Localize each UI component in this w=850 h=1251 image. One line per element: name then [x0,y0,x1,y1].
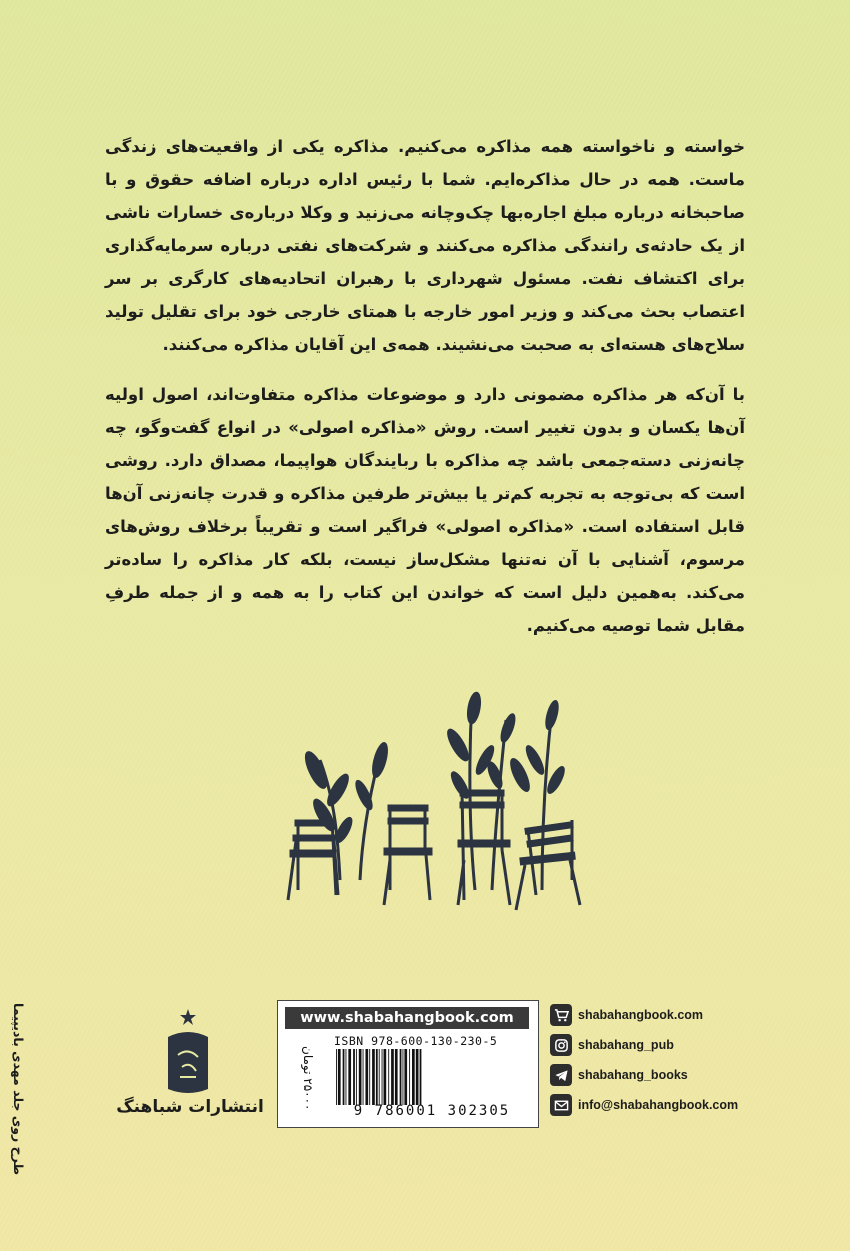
cover-design-credit: طرح روی جلد مهدی بادیپیما [11,1002,26,1175]
website-url[interactable]: www.shabahangbook.com [285,1007,529,1029]
barcode-digits: 9 786001 302305 [353,1103,511,1119]
mail-icon [550,1094,572,1116]
social-row-telegram[interactable] [550,1060,770,1090]
shopping-cart-icon [550,1004,572,1026]
publisher-name: انتشارات شباهنگ [116,1097,264,1117]
publisher-logo-icon [162,1007,214,1097]
isbn-label: ISBN 978-600-130-230-5 [334,1034,498,1048]
telegram-icon [550,1064,572,1086]
barcode-block [277,1000,539,1128]
social-links [550,1000,770,1120]
social-text-website: shabahangbook.com [578,1008,704,1022]
description-paragraph-2: با آن‌که هر مذاکره مضمونی دارد و موضوعات مذاکره متفاوت‌اند، اصول اولیه آن‌ها یکسان و بدون تغییر است. روش «مذاکره اصولی» در انواع گفت‌وگو، چه چانه‌زنی دسته‌جمعی باشد چه مذاکره با ربایندگان هواپیما، مصداق دارد. روشی است که بی‌توجه به تجربه کم‌تر یا بیش‌تر طرفین مذاکره و قدرت چانه‌زنی آن‌ها قابل استفاده است. «مذاکره اصولی» فراگیر است و تقریباً برخلاف روش‌های مرسوم، آشنایی با آن نه‌تنها مشکل‌ساز نیست، بلکه کار مذاکره را ساده‌تر می‌کند. به‌همین دلیل است که خواندن این کتاب را به همه و از جمله طرفِ مقابل شما توصیه می‌کنیم. [105,385,745,635]
price-label: ۲۵۰۰۰ تومان [301,1045,315,1111]
social-text-instagram: shabahang_pub [578,1038,674,1052]
chairs-and-plants-illustration [280,690,590,920]
social-row-instagram[interactable] [550,1030,770,1060]
social-text-telegram: shabahang_books [578,1068,688,1082]
social-row-email[interactable] [550,1090,770,1120]
social-row-website[interactable] [550,1000,770,1030]
barcode-bars [334,1049,530,1105]
instagram-icon [550,1034,572,1056]
social-text-email: info@shabahangbook.com [578,1098,739,1112]
description-paragraph-1: خواسته و ناخواسته همه مذاکره می‌کنیم. مذاکره یکی از واقعیت‌های زندگی ماست. همه در حال مذاکره‌ایم. شما با رئیس اداره درباره اضافه حقوق و با صاحبخانه درباره مبلغ اجاره‌بها چک‌وچانه می‌زنید و وکلا درباره‌ی خسارات ناشی از یک حادثه‌ی رانندگی مذاکره می‌کنند و شرکت‌های نفتی درباره سرمایه‌گذاری برای اکتشاف نفت. مسئول شهرداری با رهبران اتحادیه‌های کارگری بر سر اعتصاب بحث می‌کند و وزیر امور خارجه با همتای خارجی خود برای تقلیل تولید سلاح‌های هسته‌ای به صحبت می‌نشیند. همه‌ی این آقایان مذاکره می‌کنند. [105,137,745,354]
